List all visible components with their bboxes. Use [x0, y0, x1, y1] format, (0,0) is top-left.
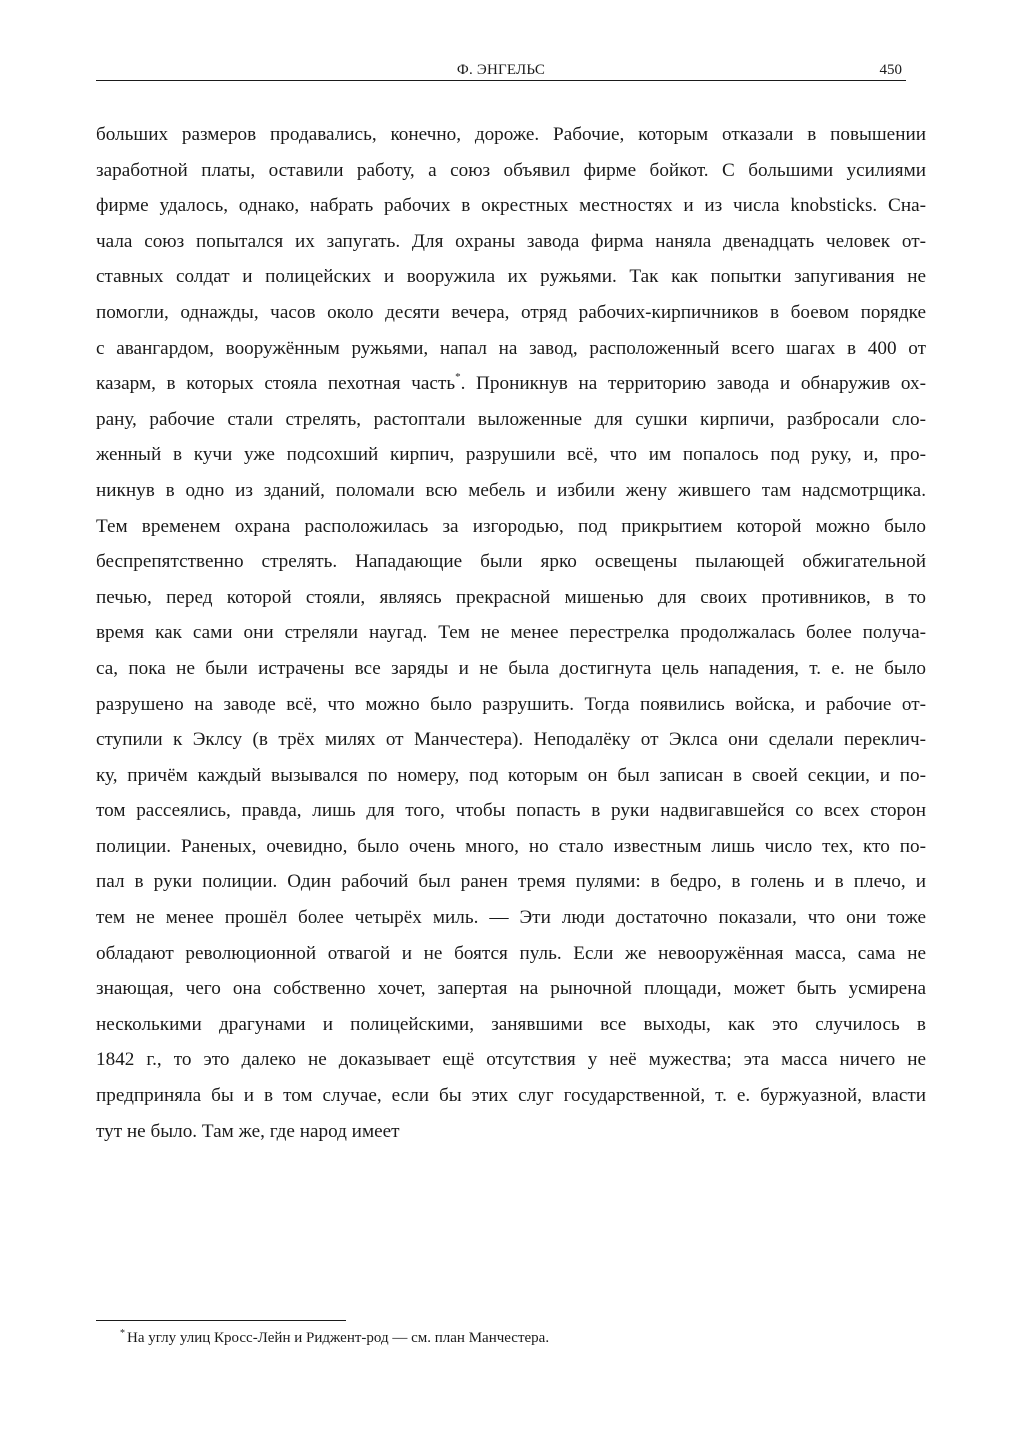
text-line: рану, рабочие стали стрелять, растоптали выложенные для сушки кирпичи, разбросали сло-	[96, 408, 926, 430]
running-head-author: Ф. ЭНГЕЛЬС	[456, 62, 546, 78]
text-fragment: . Проникнув на территорию завода и обнаружив ох-	[460, 373, 926, 395]
running-head	[96, 60, 906, 81]
text-line: беспрепятственно стрелять. Нападающие были ярко освещены пылающей обжигательной	[96, 551, 926, 573]
text-line: разрушено на заводе всё, что можно было разрушить. Тогда появились войска, и рабочие от-	[96, 693, 926, 715]
text-line: Тем временем охрана расположилась за изгородью, под прикрытием которой можно было	[96, 515, 926, 537]
footnote-text: На углу улиц Кросс-Лейн и Риджент-род — см. план Манчестера.	[127, 1330, 550, 1346]
footnote-reference[interactable]: *	[455, 371, 461, 384]
text-line: ку, причём каждый вызывался по номеру, под которым он был записан в своей секции, и по-	[96, 764, 926, 786]
footnote	[120, 1330, 549, 1347]
text-line: заработной платы, оставили работу, а союз объявил фирме бойкот. С большими усилиями	[96, 159, 926, 181]
text-line: тут не было. Там же, где народ имеет	[96, 1120, 400, 1142]
text-line: пал в руки полиции. Один рабочий был ранен тремя пулями: в бедро, в голень и в плечо, и	[96, 871, 926, 893]
footnote-separator	[96, 1320, 346, 1321]
text-line: знающая, чего она собственно хочет, запертая на рыночной площади, может быть усмирена	[96, 978, 926, 1000]
text-line: время как сами они стреляли наугад. Тем не менее перестрелка продолжалась более получа-	[96, 622, 926, 644]
main-text	[96, 117, 926, 1149]
text-line: предприняла бы и в том случае, если бы этих слуг государственной, т. е. буржуазной, власти	[96, 1085, 926, 1107]
text-line: больших размеров продавались, конечно, дороже. Рабочие, которым отказали в повышении	[96, 124, 926, 145]
text-line: никнув в одно из зданий, поломали всю мебель и избили жену жившего там надсмотрщика.	[96, 479, 926, 501]
text-line: полиции. Раненых, очевидно, было очень много, но стало известным лишь число тех, кто по-	[96, 835, 926, 857]
text-line: том рассеялись, правда, лишь для того, чтобы попасть в руки надвигавшейся со всех сторон	[96, 800, 926, 822]
text-line: несколькими драгунами и полицейскими, занявшими все выходы, как это случилось в	[96, 1013, 926, 1035]
text-line: чала союз попытался их запугать. Для охраны завода фирма наняла двенадцать человек от-	[96, 230, 926, 252]
text-line: помогли, однажды, часов около десяти вечера, отряд рабочих-кирпичников в боевом порядке	[96, 301, 926, 323]
text-line: ставных солдат и полицейских и вооружила их ружьями. Так как попытки запугивания не	[96, 266, 926, 288]
text-line: с авангардом, вооружённым ружьями, напал на завод, расположенный всего шагах в 400 от	[96, 337, 926, 359]
text-line: обладают революционной отвагой и не боятся пуль. Если же невооружённая масса, сама не	[96, 942, 926, 964]
text-line: 1842 г., то это далеко не доказывает ещё отсутствия у неё мужества; эта масса ничего не	[96, 1049, 926, 1071]
footnote-marker: *	[120, 1328, 125, 1339]
text-line-with-footnote	[96, 366, 926, 402]
text-line: фирме удалось, однако, набрать рабочих в окрестных местностях и из числа knobsticks. Сна-	[96, 195, 926, 217]
text-line: са, пока не были истрачены все заряды и не была достигнута цель нападения, т. е. не было	[96, 657, 926, 679]
text-fragment: казарм, в которых стояла пехотная часть	[96, 373, 456, 395]
page-number: 450	[879, 62, 902, 78]
text-line: ступили к Эклсу (в трёх милях от Манчестера). Неподалёку от Эклса они сделали переклич-	[96, 729, 926, 751]
text-line: печью, перед которой стояли, являясь прекрасной мишенью для своих противников, в то	[96, 586, 926, 608]
text-line: тем не менее прошёл более четырёх миль. — Эти люди достаточно показали, что они тоже	[96, 907, 926, 929]
text-line: женный в кучи уже подсохший кирпич, разрушили всё, что им попалось под руку, и, про-	[96, 444, 926, 466]
